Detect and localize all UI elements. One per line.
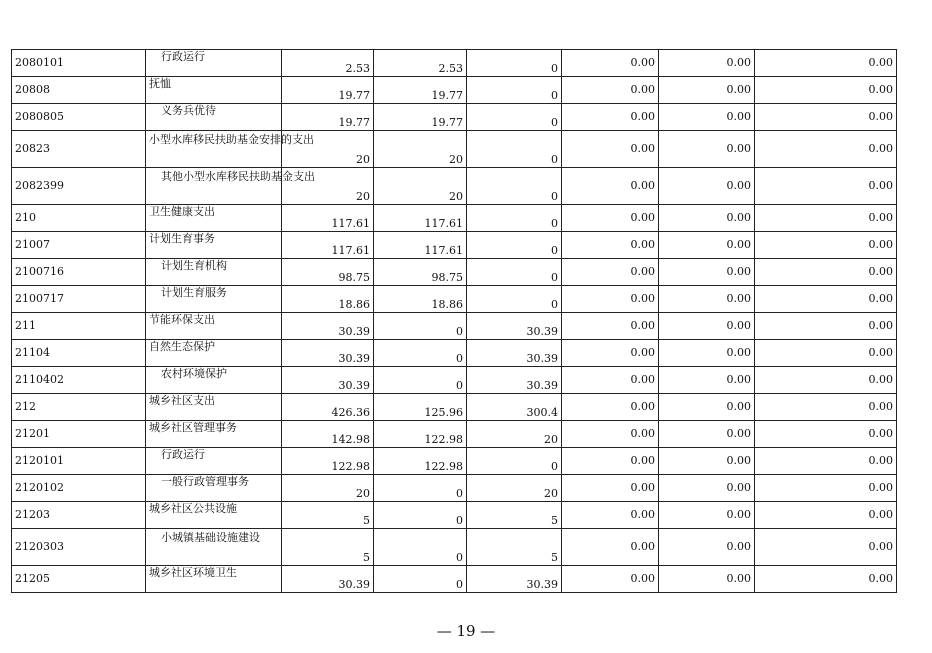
table-row: [12, 340, 897, 367]
cell-value-4: 0.00: [562, 367, 659, 394]
cell-value-4: 0.00: [562, 448, 659, 475]
table-row: [12, 566, 897, 593]
cell-value-4: 0.00: [562, 168, 659, 205]
cell-value-6: 0.00: [755, 104, 897, 131]
cell-code: 2120101: [12, 448, 146, 475]
cell-value-1: 20: [282, 131, 374, 168]
table-row: [12, 448, 897, 475]
cell-value-1: 117.61: [282, 205, 374, 232]
cell-name-text: 小城镇基础设施建设: [161, 531, 260, 544]
cell-value-1: 98.75: [282, 259, 374, 286]
cell-value-4: 0.00: [562, 205, 659, 232]
cell-value-3: 30.39: [467, 367, 562, 394]
cell-value-3: 0: [467, 448, 562, 475]
table-row: [12, 475, 897, 502]
table-row: [12, 313, 897, 340]
cell-value-6: 0.00: [755, 286, 897, 313]
cell-value-5: 0.00: [659, 340, 755, 367]
cell-value-3: 300.4: [467, 394, 562, 421]
cell-value-2: 117.61: [374, 205, 467, 232]
cell-value-4: 0.00: [562, 313, 659, 340]
cell-name: [146, 168, 315, 205]
cell-value-2: 0: [374, 367, 467, 394]
cell-value-4: 0.00: [562, 131, 659, 168]
cell-value-4: 0.00: [562, 529, 659, 566]
cell-name-text: 卫生健康支出: [149, 205, 215, 218]
cell-value-1: 30.39: [282, 566, 374, 593]
cell-value-3: 5: [467, 502, 562, 529]
cell-value-6: 0.00: [755, 502, 897, 529]
cell-value-2: 0: [374, 340, 467, 367]
cell-value-2: 18.86: [374, 286, 467, 313]
cell-value-5: 0.00: [659, 367, 755, 394]
cell-value-3: 0: [467, 259, 562, 286]
table-row: [12, 168, 897, 205]
cell-value-4: 0.00: [562, 232, 659, 259]
table-row: [12, 421, 897, 448]
cell-name: [146, 259, 282, 286]
cell-name: [146, 232, 282, 259]
cell-value-4: 0.00: [562, 77, 659, 104]
cell-value-3: 0: [467, 131, 562, 168]
cell-value-6: 0.00: [755, 529, 897, 566]
cell-value-2: 122.98: [374, 448, 467, 475]
cell-value-5: 0.00: [659, 104, 755, 131]
cell-value-5: 0.00: [659, 448, 755, 475]
cell-name: [146, 394, 282, 421]
cell-name: [146, 313, 282, 340]
cell-value-6: 0.00: [755, 394, 897, 421]
cell-value-4: 0.00: [562, 340, 659, 367]
table-row: [12, 232, 897, 259]
cell-name-text: 节能环保支出: [149, 313, 215, 326]
cell-value-2: 0: [374, 313, 467, 340]
cell-value-6: 0.00: [755, 259, 897, 286]
cell-value-3: 0: [467, 168, 562, 205]
cell-value-1: 2.53: [282, 50, 374, 77]
cell-value-2: 0: [374, 529, 467, 566]
cell-value-1: 20: [282, 475, 374, 502]
cell-value-2: 19.77: [374, 77, 467, 104]
cell-value-2: 0: [374, 475, 467, 502]
cell-value-5: 0.00: [659, 475, 755, 502]
cell-value-2: 0: [374, 566, 467, 593]
cell-name: [146, 131, 314, 168]
cell-value-5: 0.00: [659, 232, 755, 259]
cell-value-6: 0.00: [755, 77, 897, 104]
cell-code: 2082399: [12, 168, 146, 205]
cell-value-3: 0: [467, 77, 562, 104]
cell-value-2: 2.53: [374, 50, 467, 77]
cell-value-1: 30.39: [282, 313, 374, 340]
cell-name-text: 义务兵优待: [161, 104, 216, 117]
cell-value-1: 122.98: [282, 448, 374, 475]
cell-value-5: 0.00: [659, 566, 755, 593]
cell-name-text: 农村环境保护: [161, 367, 227, 380]
cell-value-5: 0.00: [659, 168, 755, 205]
table-row: [12, 367, 897, 394]
cell-code: 21203: [12, 502, 146, 529]
page-number: — 19 —: [436, 622, 496, 640]
cell-name-text: 计划生育事务: [149, 232, 215, 245]
table-row: [12, 502, 897, 529]
table-row: [12, 529, 897, 566]
cell-value-1: 19.77: [282, 104, 374, 131]
cell-code: 2100716: [12, 259, 146, 286]
cell-value-6: 0.00: [755, 131, 897, 168]
cell-value-6: 0.00: [755, 367, 897, 394]
cell-name-text: 城乡社区支出: [149, 394, 215, 407]
cell-code: 20808: [12, 77, 146, 104]
cell-value-1: 426.36: [282, 394, 374, 421]
cell-value-1: 30.39: [282, 367, 374, 394]
cell-name: [146, 286, 282, 313]
table-row: [12, 394, 897, 421]
cell-value-5: 0.00: [659, 259, 755, 286]
cell-value-1: 30.39: [282, 340, 374, 367]
cell-value-4: 0.00: [562, 104, 659, 131]
cell-value-5: 0.00: [659, 50, 755, 77]
cell-name-text: 计划生育机构: [161, 259, 227, 272]
cell-value-3: 30.39: [467, 566, 562, 593]
cell-code: 2080101: [12, 50, 146, 77]
cell-name: [146, 448, 282, 475]
cell-code: 21201: [12, 421, 146, 448]
cell-value-1: 20: [282, 168, 374, 205]
cell-value-2: 19.77: [374, 104, 467, 131]
cell-name-text: 行政运行: [161, 50, 205, 63]
cell-name-text: 计划生育服务: [161, 286, 227, 299]
cell-value-2: 0: [374, 502, 467, 529]
cell-code: 20823: [12, 131, 146, 168]
cell-value-2: 125.96: [374, 394, 467, 421]
cell-value-1: 117.61: [282, 232, 374, 259]
cell-code: 21007: [12, 232, 146, 259]
cell-name: [146, 340, 282, 367]
cell-name: [146, 205, 282, 232]
cell-value-3: 20: [467, 421, 562, 448]
cell-code: 2100717: [12, 286, 146, 313]
cell-value-6: 0.00: [755, 421, 897, 448]
table-row: [12, 50, 897, 77]
cell-code: 2120303: [12, 529, 146, 566]
cell-value-5: 0.00: [659, 421, 755, 448]
cell-name: [146, 421, 282, 448]
cell-value-6: 0.00: [755, 205, 897, 232]
cell-name: [146, 475, 282, 502]
cell-value-5: 0.00: [659, 286, 755, 313]
cell-value-6: 0.00: [755, 448, 897, 475]
cell-value-5: 0.00: [659, 77, 755, 104]
cell-value-2: 117.61: [374, 232, 467, 259]
cell-value-6: 0.00: [755, 475, 897, 502]
cell-value-6: 0.00: [755, 340, 897, 367]
cell-value-1: 19.77: [282, 77, 374, 104]
cell-code: 21205: [12, 566, 146, 593]
cell-code: 21104: [12, 340, 146, 367]
cell-code: 210: [12, 205, 146, 232]
cell-name-text: 自然生态保护: [149, 340, 215, 353]
cell-value-2: 122.98: [374, 421, 467, 448]
cell-value-4: 0.00: [562, 259, 659, 286]
cell-value-4: 0.00: [562, 286, 659, 313]
cell-value-5: 0.00: [659, 394, 755, 421]
cell-name: [146, 104, 282, 131]
cell-name: [146, 566, 282, 593]
cell-value-4: 0.00: [562, 421, 659, 448]
cell-name-text: 城乡社区环境卫生: [149, 566, 237, 579]
cell-value-5: 0.00: [659, 313, 755, 340]
cell-name-text: 一般行政管理事务: [161, 475, 249, 488]
table-row: [12, 131, 897, 168]
cell-value-3: 0: [467, 205, 562, 232]
cell-name-text: 行政运行: [161, 448, 205, 461]
table-row: [12, 205, 897, 232]
cell-name: [146, 50, 282, 77]
cell-name-text: 城乡社区管理事务: [149, 421, 237, 434]
cell-value-6: 0.00: [755, 313, 897, 340]
cell-value-5: 0.00: [659, 205, 755, 232]
cell-value-1: 5: [282, 502, 374, 529]
table-row: [12, 286, 897, 313]
cell-value-1: 18.86: [282, 286, 374, 313]
cell-value-1: 5: [282, 529, 374, 566]
cell-value-4: 0.00: [562, 502, 659, 529]
cell-value-4: 0.00: [562, 475, 659, 502]
cell-value-2: 98.75: [374, 259, 467, 286]
table-body: [12, 50, 897, 593]
cell-value-6: 0.00: [755, 168, 897, 205]
cell-value-3: 0: [467, 104, 562, 131]
cell-value-4: 0.00: [562, 394, 659, 421]
cell-value-4: 0.00: [562, 566, 659, 593]
cell-name: [146, 367, 282, 394]
cell-name-text: 其他小型水库移民扶助基金支出: [161, 170, 315, 183]
cell-code: 2120102: [12, 475, 146, 502]
cell-code: 212: [12, 394, 146, 421]
cell-value-1: 142.98: [282, 421, 374, 448]
table-row: [12, 104, 897, 131]
cell-value-2: 20: [374, 168, 467, 205]
cell-value-5: 0.00: [659, 131, 755, 168]
cell-value-3: 30.39: [467, 340, 562, 367]
cell-name-text: 抚恤: [149, 77, 171, 90]
table-row: [12, 259, 897, 286]
cell-value-5: 0.00: [659, 529, 755, 566]
cell-value-3: 20: [467, 475, 562, 502]
cell-name: [146, 529, 282, 566]
cell-value-5: 0.00: [659, 502, 755, 529]
cell-value-6: 0.00: [755, 566, 897, 593]
cell-code: 211: [12, 313, 146, 340]
cell-name: [146, 502, 282, 529]
cell-name-text: 小型水库移民扶助基金安排的支出: [149, 133, 314, 146]
cell-name-text: 城乡社区公共设施: [149, 502, 237, 515]
cell-name: [146, 77, 282, 104]
cell-value-3: 0: [467, 232, 562, 259]
cell-value-3: 30.39: [467, 313, 562, 340]
budget-table: [11, 49, 897, 593]
cell-value-6: 0.00: [755, 232, 897, 259]
cell-value-2: 20: [374, 131, 467, 168]
cell-value-4: 0.00: [562, 50, 659, 77]
cell-value-3: 0: [467, 50, 562, 77]
cell-value-3: 5: [467, 529, 562, 566]
cell-code: 2110402: [12, 367, 146, 394]
table-row: [12, 77, 897, 104]
cell-value-6: 0.00: [755, 50, 897, 77]
cell-code: 2080805: [12, 104, 146, 131]
cell-value-3: 0: [467, 286, 562, 313]
